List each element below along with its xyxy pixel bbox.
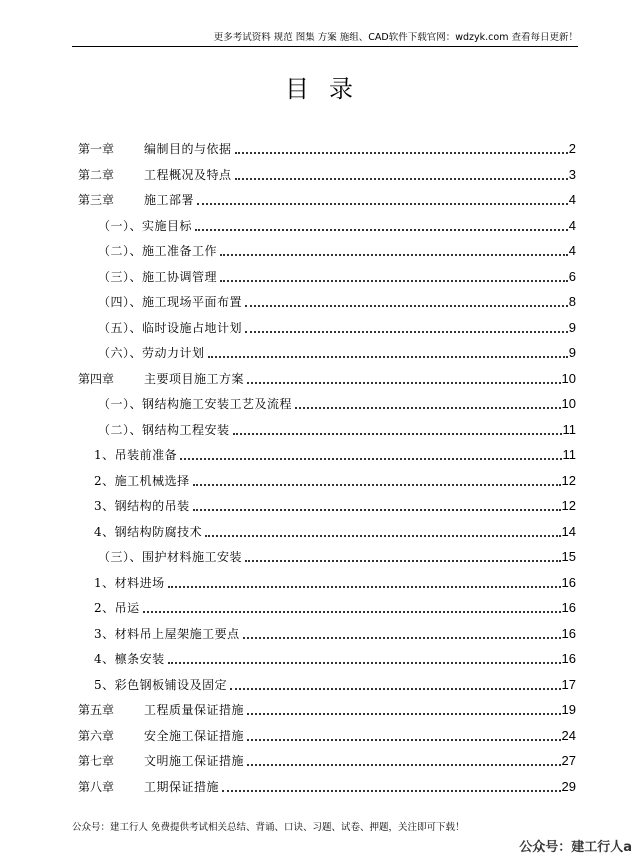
page-footer: 公众号：建工行人 免费提供考试相关总结、背诵、口诀、习题、试卷、押题，关注即可下载！ [72,822,465,833]
toc-dot-leader [208,356,568,358]
toc-entry-label: 4、钢结构防腐技术 [94,524,203,539]
toc-page-number: 6 [568,268,576,284]
toc-chapter-number: 第八章 [78,779,115,794]
toc-entry-label: （三）、围护材料施工安装 [98,550,243,564]
toc-dot-leader [235,152,568,154]
toc-page-number: 27 [561,753,576,768]
toc-page-number: 9 [568,319,576,335]
toc-page-number: 16 [561,600,576,615]
toc-dot-leader [247,713,561,715]
toc-entry[interactable] [94,598,576,616]
toc-entry[interactable] [94,445,576,463]
toc-page-number: 29 [561,778,576,794]
toc-chapter-number: 第二章 [78,167,115,182]
toc-dot-leader [243,637,561,639]
toc-dot-leader [220,254,568,256]
toc-entry[interactable] [98,343,576,361]
toc-entry[interactable] [78,700,576,718]
toc-dot-leader [230,688,560,690]
toc-dot-leader [247,739,561,741]
toc-entry-label: 工期保证措施 [144,779,220,794]
toc-entry-label: （五）、临时设施占地计划 [98,320,243,335]
toc-entry[interactable] [94,624,576,642]
toc-chapter-number: 第六章 [78,728,115,743]
toc-entry-label: 主要项目施工方案 [144,371,245,386]
toc-page-number: 4 [568,243,576,258]
toc-entry[interactable] [98,267,576,285]
toc-entry[interactable] [94,496,576,514]
toc-dot-leader [235,178,568,180]
toc-page-number: 10 [561,396,576,411]
toc-page-number: 8 [568,294,576,309]
toc-dot-leader [205,535,560,537]
toc-entry-label: 5、彩色钢板铺设及固定 [94,677,228,692]
toc-entry[interactable] [94,675,576,693]
toc-entry-label: 编制目的与依据 [144,142,232,156]
toc-page-number: 10 [561,370,576,386]
toc-entry-label: 2、施工机械选择 [94,473,190,488]
toc-entry[interactable] [78,777,576,795]
page-title: 目录 [285,75,373,103]
toc-chapter-number: 第三章 [78,193,115,207]
toc-page-number: 16 [561,625,576,641]
toc-dot-leader [245,560,561,562]
toc-entry-label: 施工部署 [144,193,195,207]
toc-dot-leader [193,509,561,511]
toc-dot-leader [295,407,561,409]
toc-dot-leader [233,433,562,435]
toc-entry[interactable] [78,726,576,744]
toc-entry[interactable] [94,471,576,489]
toc-dot-leader [222,790,561,792]
toc-entry[interactable] [78,139,576,157]
toc-entry-label: 工程质量保证措施 [144,703,245,717]
toc-entry-label: （四）、施工现场平面布置 [98,295,243,309]
toc-chapter-number: 第一章 [78,142,115,156]
toc-page-number: 17 [561,676,576,692]
toc-page-number: 2 [568,141,576,156]
toc-entry[interactable] [98,547,576,565]
toc-dot-leader [247,764,561,766]
toc-entry-label: 1、吊装前准备 [94,448,178,462]
toc-dot-leader [168,662,561,664]
toc-page-number: 4 [568,217,576,233]
toc-page-number: 3 [568,166,576,182]
toc-entry[interactable] [98,394,576,412]
toc-entry-label: 1、材料进场 [94,575,165,590]
toc-entry[interactable] [98,292,576,310]
toc-page-number: 24 [561,727,576,743]
toc-page-number: 16 [561,651,576,666]
toc-dot-leader [180,458,561,460]
toc-page-number: 14 [561,523,576,539]
toc-entry[interactable] [78,190,576,208]
toc-dot-leader [195,229,568,231]
toc-entry[interactable] [78,751,576,769]
toc-dot-leader [245,331,568,333]
toc-page-number: 11 [562,421,576,437]
toc-page-number: 16 [561,574,576,590]
toc-entry-label: 安全施工保证措施 [144,728,245,743]
toc-page-number: 19 [561,702,576,717]
toc-entry-label: （二）、钢结构工程安装 [98,422,230,437]
toc-page-number: 9 [568,345,576,360]
toc-chapter-number: 第五章 [78,703,115,717]
toc-entry-label: 工程概况及特点 [144,167,232,182]
toc-dot-leader [168,586,561,588]
toc-page-number: 4 [568,192,576,207]
toc-entry[interactable] [98,216,576,234]
toc-entry-label: （六）、劳动力计划 [98,346,205,360]
toc-entry[interactable] [78,165,576,183]
toc-page-number: 12 [561,472,576,488]
toc-entry[interactable] [78,369,576,387]
toc-dot-leader [143,611,561,613]
toc-entry[interactable] [98,241,576,259]
toc-chapter-number: 第四章 [78,371,115,386]
toc-entry-label: （一）、实施目标 [98,218,193,233]
toc-page-number: 15 [561,549,576,564]
page-header: 更多考试资料 规范 图集 方案 施组、CAD软件下载官网：wdzyk.com 查看每日更新！ [72,32,578,47]
toc-entry[interactable] [94,573,576,591]
toc-entry[interactable] [98,420,576,438]
toc-dot-leader [245,305,568,307]
toc-entry-label: 2、吊运 [94,601,140,615]
toc-entry[interactable] [94,649,576,667]
toc-entry-label: 文明施工保证措施 [144,754,245,768]
toc-chapter-number: 第七章 [78,754,115,768]
toc-page-number: 12 [561,498,576,513]
toc-page-number: 11 [562,447,576,462]
toc-entry-label: （二）、施工准备工作 [98,244,218,258]
toc-entry-label: （三）、施工协调管理 [98,269,218,284]
toc-dot-leader [247,382,561,384]
toc-entry-label: 3、钢结构的吊装 [94,499,190,513]
toc-dot-leader [197,203,568,205]
toc-dot-leader [220,280,568,282]
toc-entry-label: （一）、钢结构施工安装工艺及流程 [98,397,293,411]
toc-entry[interactable] [94,522,576,540]
toc-entry-label: 4、檩条安装 [94,652,165,666]
toc-dot-leader [193,484,561,486]
toc-entry-label: 3、材料吊上屋架施工要点 [94,626,240,641]
watermark: 公众号：建工行人a [519,840,632,855]
toc-entry[interactable] [98,318,576,336]
